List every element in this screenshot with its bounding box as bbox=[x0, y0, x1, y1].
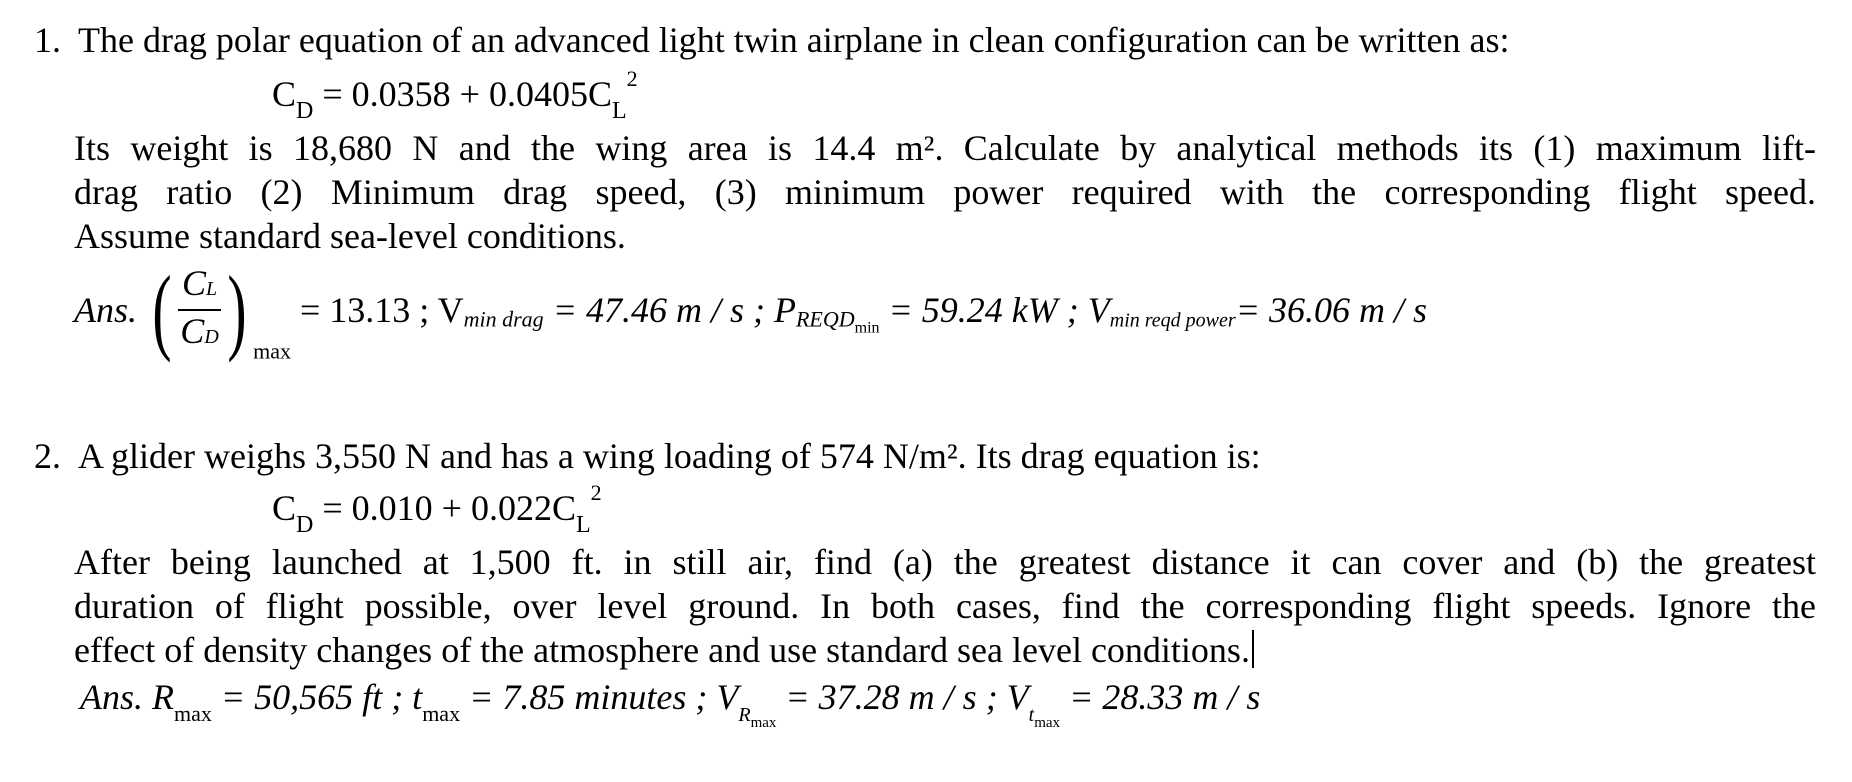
problem-1-intro bbox=[34, 18, 1509, 62]
problem-1-body-line-2: drag ratio (2) Minimum drag speed, (3) minimum power required with the corresponding flight speed. bbox=[74, 172, 1816, 212]
problem-1-equation: $C_D = 0.0358 + 0.0405C_L^2$ bbox=[272, 66, 638, 124]
lift-drag-ratio-fraction: $\frac{CL}{CD}$ bbox=[178, 263, 221, 357]
problem-2-number: 2. bbox=[34, 436, 61, 476]
problem-2-equation: $C_D = 0.010 + 0.022C_L^2$ bbox=[272, 480, 602, 538]
problem-1-intro-text: The drag polar equation of an advanced light twin airplane in clean configuration can be written as: bbox=[78, 20, 1510, 60]
problem-2-body-line-3: effect of density changes of the atmosphere and use standard sea level conditions. bbox=[74, 628, 1254, 672]
problem-2-intro-text: A glider weighs 3,550 N and has a wing loading of 574 N/m². Its drag equation is: bbox=[78, 436, 1261, 476]
problem-1-number: 1. bbox=[34, 20, 61, 60]
problem-1-body-line-1: Its weight is 18,680 N and the wing area is 14.4 m². Calculate by analytical methods its (1) maximum lift- bbox=[74, 128, 1816, 168]
text-cursor bbox=[1252, 630, 1254, 668]
problem-1-answer: Ans. ( $\frac{CL}{CD}$ ) $_{max}$ = 13.13 ; $V_{min drag} = 47.46$ m / s ; $P_{REQDmin} = 59.24$ kW ; $V_{min reqd power}= 36.06$ m / s bbox=[74, 256, 1427, 364]
problem-2-intro bbox=[34, 434, 1261, 478]
problem-2-body-line-2: duration of flight possible, over level ground. In both cases, find the corresponding flight speeds. Ignore the bbox=[74, 586, 1816, 626]
problem-2-body-line-1: After being launched at 1,500 ft. in still air, find (a) the greatest distance it can cover and (b) the greatest bbox=[74, 542, 1816, 582]
problem-1-body-line-3: Assume standard sea-level conditions. bbox=[74, 216, 626, 256]
problem-2-answer: Ans. $R_{max} = 50,565$ ft ; $t_{max} = 7.85$ minutes ; $V_{Rmax} = 37.28$ m / s ; $V_{tmax} = 28.33$ m / s bbox=[80, 677, 1261, 731]
